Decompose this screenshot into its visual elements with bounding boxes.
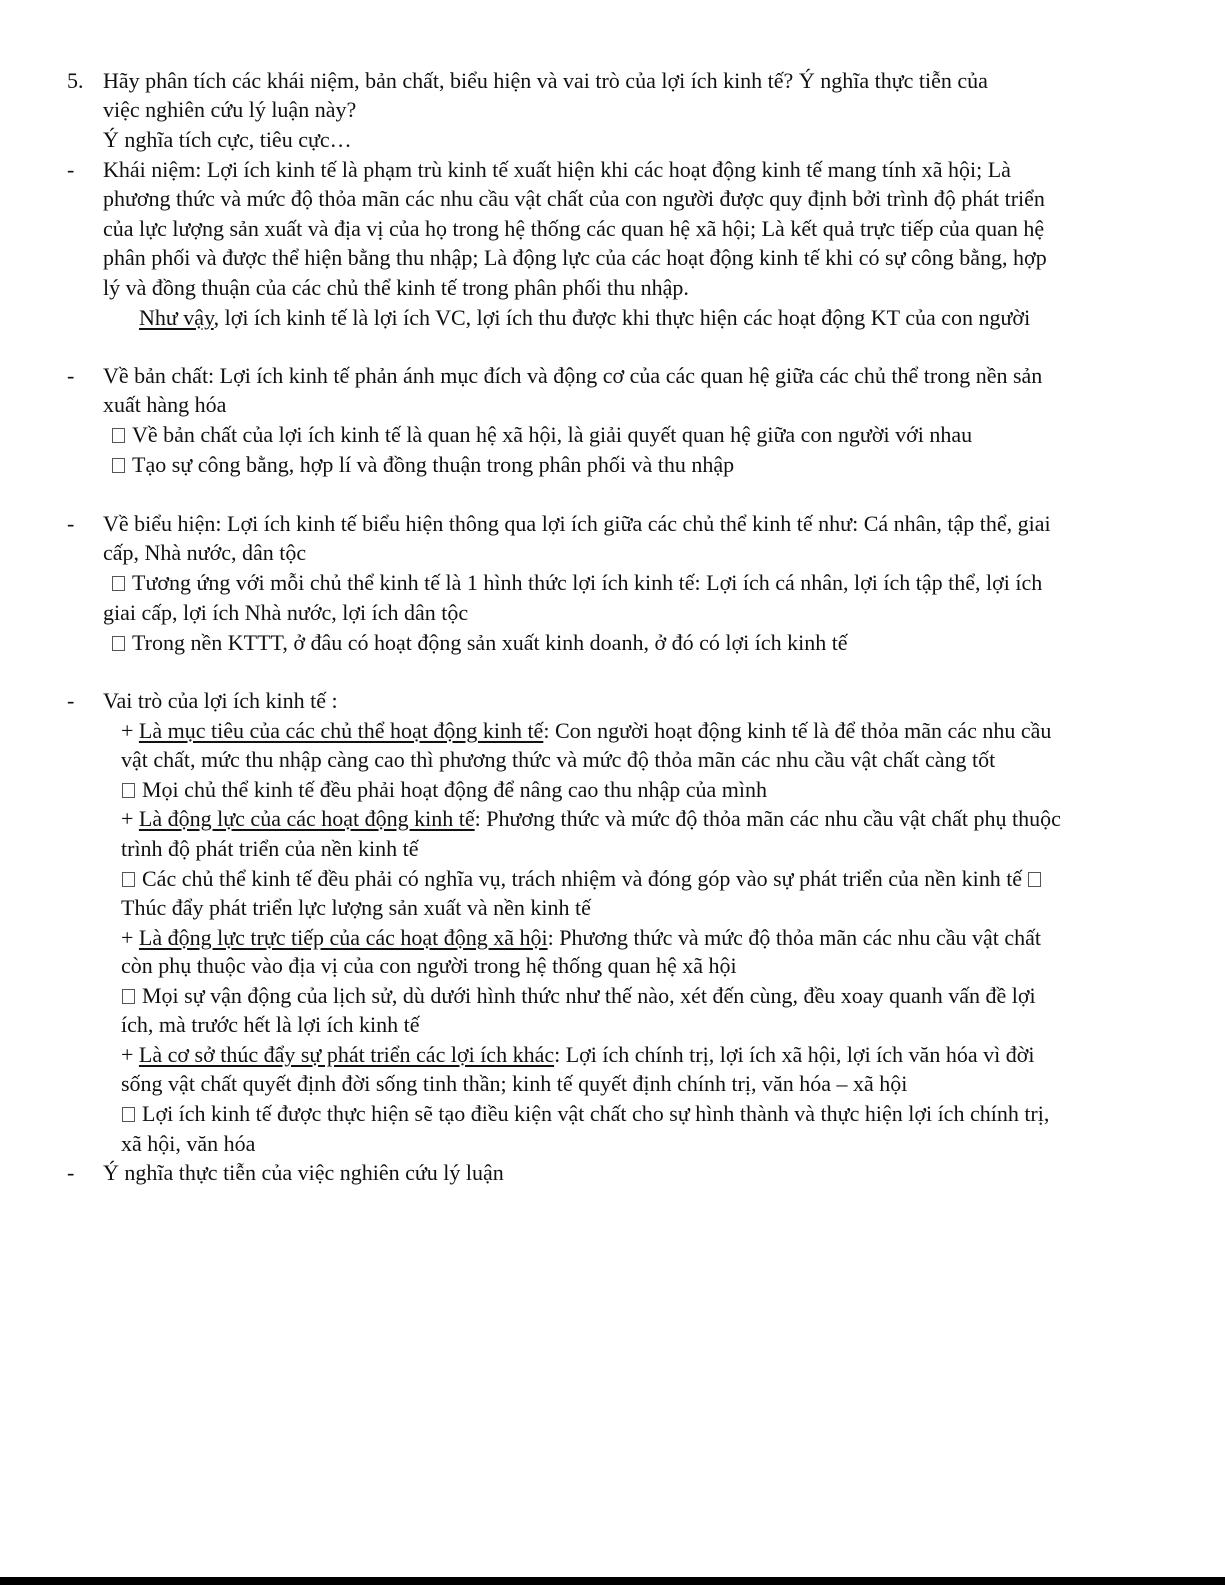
role-item-text: : Phương thức và mức độ thỏa mãn các nhu cầu vật chất phụ thuộc [474, 806, 1061, 831]
role-heading: Vai trò của lợi ích kinh tế : [103, 688, 338, 713]
role-item-title-line [121, 923, 1041, 952]
plus-marker: + [121, 1042, 134, 1067]
expression-point [112, 628, 848, 657]
role-result-text: Các chủ thể kinh tế đều phải có nghĩa vụ, trách nhiệm và đóng góp vào sự phát triển của nền kinh tế [142, 866, 1023, 891]
concept-line: phương thức và mức độ thỏa mãn các nhu cầu vật chất của con người được quy định bởi trình độ phát triển [103, 186, 1045, 211]
essence-line: xuất hàng hóa [103, 392, 227, 417]
concept-line: Khái niệm: Lợi ích kinh tế là phạm trù kinh tế xuất hiện khi các hoạt động kinh tế mang tính xã hội; Là [103, 157, 1011, 182]
expression-point [112, 568, 1042, 597]
checkbox-glyph-icon [122, 989, 135, 1004]
question-note: Ý nghĩa tích cực, tiêu cực… [103, 127, 352, 152]
summary-label: Như vậy [139, 305, 214, 330]
role-item-result [122, 775, 767, 804]
role-item-text: : Con người hoạt động kinh tế là để thỏa mãn các nhu cầu [543, 718, 1052, 743]
role-item-cont: sống vật chất quyết định đời sống tinh thần; kinh tế quyết định chính trị, văn hóa – xã hội [121, 1071, 908, 1096]
expression-point-text: Tương ứng với mỗi chủ thể kinh tế là 1 hình thức lợi ích kinh tế: Lợi ích cá nhân, lợi ích tập thể, lợi ích [132, 570, 1043, 595]
checkbox-glyph-icon [122, 783, 135, 798]
role-item-title: Là động lực trực tiếp của các hoạt động xã hội [138, 925, 548, 950]
checkbox-glyph-icon [1028, 872, 1041, 887]
role-item-result-cont: Thúc đẩy phát triển lực lượng sản xuất và nền kinh tế [121, 895, 591, 920]
role-item-result [122, 981, 1036, 1010]
role-item-result [122, 1099, 1049, 1128]
essence-point [112, 450, 734, 479]
essence-point-text: Về bản chất của lợi ích kinh tế là quan hệ xã hội, là giải quyết quan hệ giữa con người với nhau [132, 422, 973, 447]
role-item-title: Là mục tiêu của các chủ thể hoạt động kinh tế [138, 718, 544, 743]
bullet-dash: - [67, 157, 75, 182]
role-result-text: Lợi ích kinh tế được thực hiện sẽ tạo điều kiện vật chất cho sự hình thành và thực hiện lợi ích chính trị, [142, 1101, 1050, 1126]
significance-line: Ý nghĩa thực tiễn của việc nghiên cứu lý luận [103, 1160, 504, 1185]
role-item-title: Là cơ sở thúc đẩy sự phát triển các lợi ích khác [138, 1042, 555, 1067]
expression-line: Về biểu hiện: Lợi ích kinh tế biểu hiện thông qua lợi ích giữa các chủ thể kinh tế như: Cá nhân, tập thể, giai [103, 511, 1051, 536]
concept-summary [139, 303, 1030, 332]
plus-marker: + [121, 806, 134, 831]
role-result-text: Mọi chủ thể kinh tế đều phải hoạt động để nâng cao thu nhập của mình [142, 777, 768, 802]
role-item-title: Là động lực của các hoạt động kinh tế [138, 806, 475, 831]
role-item-text: : Phương thức và mức độ thỏa mãn các nhu cầu vật chất [547, 925, 1041, 950]
bullet-dash: - [67, 511, 75, 536]
role-item-cont: còn phụ thuộc vào địa vị của con người trong hệ thống quan hệ xã hội [121, 953, 737, 978]
summary-text: , lợi ích kinh tế là lợi ích VC, lợi ích thu được khi thực hiện các hoạt động KT của con người [213, 305, 1031, 330]
checkbox-glyph-icon [112, 428, 125, 443]
bullet-dash: - [67, 363, 75, 388]
expression-line: cấp, Nhà nước, dân tộc [103, 540, 307, 565]
concept-line: lý và đồng thuận của các chủ thể kinh tế trong phân phối thu nhập. [103, 275, 689, 300]
plus-marker: + [121, 718, 134, 743]
role-item-title-line [121, 716, 1051, 745]
checkbox-glyph-icon [112, 636, 125, 651]
page-bottom-border [0, 1577, 1225, 1585]
essence-line: Về bản chất: Lợi ích kinh tế phản ánh mục đích và động cơ của các quan hệ giữa các chủ thể trong nền sản [103, 363, 1043, 388]
checkbox-glyph-icon [112, 576, 125, 591]
role-item-text: : Lợi ích chính trị, lợi ích xã hội, lợi ích văn hóa vì đời [554, 1042, 1035, 1067]
bullet-dash: - [67, 1160, 75, 1185]
concept-line: phân phối và được thể hiện bằng thu nhập; Là động lực của các hoạt động kinh tế khi có sự công bằng, hợp [103, 245, 1047, 270]
checkbox-glyph-icon [122, 1107, 135, 1122]
role-item-cont: vật chất, mức thu nhập càng cao thì phương thức và mức độ thỏa mãn các nhu cầu vật chất càng tốt [121, 747, 996, 772]
expression-point-text: Trong nền KTTT, ở đâu có hoạt động sản xuất kinh doanh, ở đó có lợi ích kinh tế [132, 630, 848, 655]
question-number: 5. [67, 68, 84, 93]
essence-point [112, 420, 972, 449]
role-item-result [122, 864, 1041, 893]
role-item-cont: trình độ phát triển của nền kinh tế [121, 836, 419, 861]
checkbox-glyph-icon [112, 458, 125, 473]
plus-marker: + [121, 925, 134, 950]
bullet-dash: - [67, 688, 75, 713]
checkbox-glyph-icon [122, 872, 135, 887]
question-line: việc nghiên cứu lý luận này? [103, 97, 357, 122]
question-line: Hãy phân tích các khái niệm, bản chất, biểu hiện và vai trò của lợi ích kinh tế? Ý nghĩa thực tiễn của [103, 68, 988, 93]
role-item-title-line [121, 804, 1061, 833]
essence-point-text: Tạo sự công bằng, hợp lí và đồng thuận trong phân phối và thu nhập [132, 452, 735, 477]
role-item-result-cont: xã hội, văn hóa [121, 1131, 256, 1156]
expression-point-cont: giai cấp, lợi ích Nhà nước, lợi ích dân tộc [103, 600, 469, 625]
role-item-result-cont: ích, mà trước hết là lợi ích kinh tế [121, 1012, 420, 1037]
role-result-text: Mọi sự vận động của lịch sử, dù dưới hình thức như thế nào, xét đến cùng, đều xoay quanh vấn đề lợi [142, 983, 1036, 1008]
concept-line: của lực lượng sản xuất và địa vị của họ trong hệ thống các quan hệ xã hội; Là kết quả trực tiếp của quan hệ [103, 216, 1045, 241]
role-item-title-line [121, 1040, 1034, 1069]
